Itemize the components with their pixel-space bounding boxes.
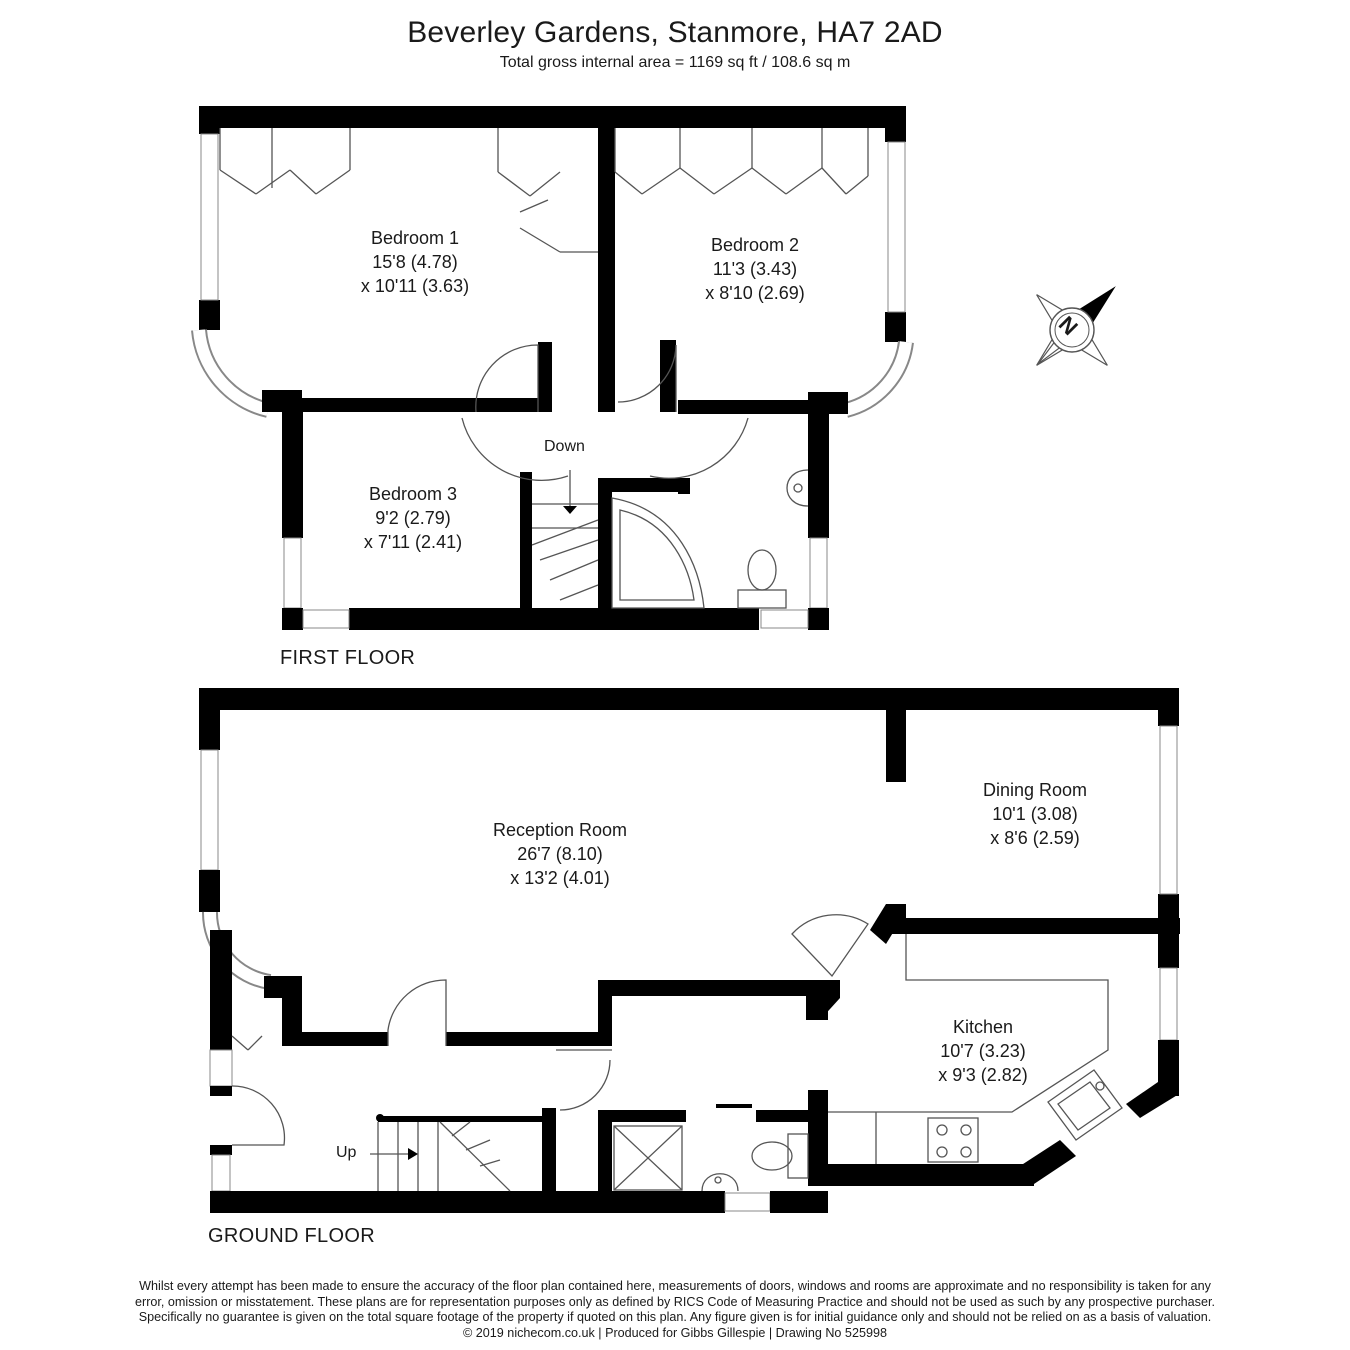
compass-north-letter: N: [1053, 311, 1083, 341]
disclaimer-text: [20, 1279, 1330, 1341]
room-dimension: x 7'11 (2.41): [363, 532, 463, 552]
room-dimension: x 13'2 (4.01): [510, 868, 610, 888]
room-label-bedroom-2: [640, 233, 870, 305]
room-dimension: 15'8 (4.78): [372, 252, 458, 272]
gross-area-subtitle: Total gross internal area = 1169 sq ft / 108.6 sq m: [499, 54, 851, 71]
room-name: Dining Room: [982, 780, 1088, 800]
room-name: Bedroom 2: [710, 235, 800, 255]
ground-floor-plan: [199, 688, 1180, 1213]
copyright-line: © 2019 nichecom.co.uk | Produced for Gibbs Gillespie | Drawing No 525998: [463, 1325, 887, 1340]
ground-floor-label: GROUND FLOOR: [208, 1225, 375, 1247]
room-label-dining-room: [920, 778, 1150, 850]
room-dimension: x 9'3 (2.82): [938, 1065, 1028, 1085]
room-dimension: 11'3 (3.43): [712, 259, 798, 279]
room-dimension: x 10'11 (3.63): [360, 276, 470, 296]
stairs-up-label: Up: [336, 1144, 357, 1161]
room-label-reception-room: [445, 818, 675, 890]
room-name: Kitchen: [952, 1017, 1014, 1037]
disclaimer-line: error, omission or misstatement. These plans are for representation purposes only as defined by RICS Code of Measuring Practice and should not be used as such by any prospective purchaser.: [135, 1294, 1215, 1309]
room-name: Bedroom 3: [368, 484, 458, 504]
room-label-kitchen: [868, 1015, 1098, 1087]
plan-title: Beverley Gardens, Stanmore, HA7 2AD: [407, 16, 943, 49]
room-label-bedroom-3: [298, 482, 528, 554]
first-floor-label: FIRST FLOOR: [280, 647, 416, 669]
room-dimension: x 8'6 (2.59): [990, 828, 1080, 848]
room-dimension: 10'7 (3.23): [940, 1041, 1026, 1061]
stairs-down-label: Down: [544, 438, 585, 455]
disclaimer-line: Specifically no guarantee is given on the total square footage of the property if quoted on this plan. Any figure given is for initial guidance only and should not be relied on as a basis of valuation.: [138, 1310, 1212, 1324]
room-dimension: 9'2 (2.79): [375, 508, 451, 528]
room-dimension: 26'7 (8.10): [517, 844, 603, 864]
room-name: Reception Room: [492, 820, 628, 840]
room-dimension: 10'1 (3.08): [992, 804, 1078, 824]
disclaimer-line: Whilst every attempt has been made to ensure the accuracy of the floor plan contained here, measurements of doors, windows and rooms are approximate and no responsibility is taken for any: [139, 1279, 1211, 1293]
room-name: Bedroom 1: [370, 228, 460, 248]
room-label-bedroom-1: [300, 226, 530, 298]
room-dimension: x 8'10 (2.69): [705, 283, 805, 303]
